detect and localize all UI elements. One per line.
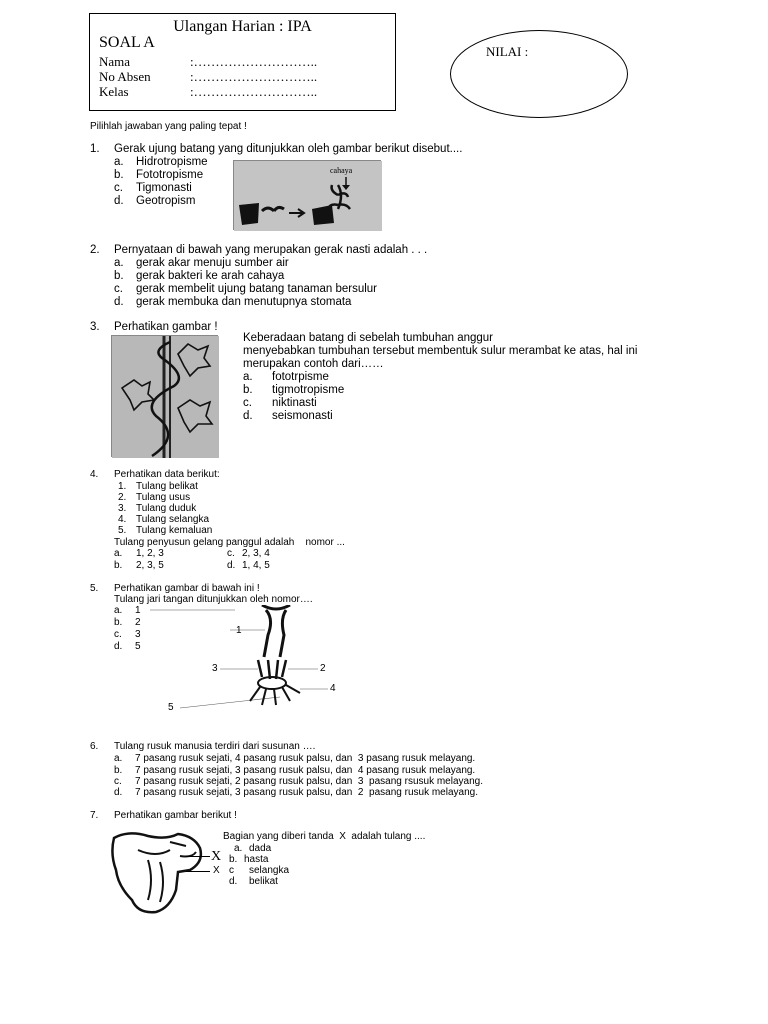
- q3-text: Perhatikan gambar !: [114, 321, 218, 333]
- q5-opt-d[interactable]: 5: [135, 641, 141, 652]
- q5-label-5: 5: [168, 702, 174, 713]
- q2-opt-a-letter: a.: [114, 257, 124, 269]
- q5-label-4: 4: [330, 683, 336, 694]
- q1-opt-b-letter: b.: [114, 169, 124, 181]
- q3-opt-b-letter: b.: [243, 384, 253, 396]
- q7-opt-c-letter: c: [229, 865, 234, 876]
- q3-body-line-3: merupakan contoh dari……: [243, 358, 384, 370]
- q2-opt-d-letter: d.: [114, 296, 124, 308]
- q1-opt-b[interactable]: Fototropisme: [136, 169, 204, 181]
- q3-opt-d-letter: d.: [243, 410, 253, 422]
- q4-list-5: Tulang kemaluan: [136, 525, 213, 536]
- q2-text: Pernyataan di bawah yang merupakan gerak nasti adalah . . .: [114, 244, 428, 256]
- q1-text: Gerak ujung batang yang ditunjukkan oleh gambar berikut disebut....: [114, 143, 463, 155]
- q4-list-1: Tulang belikat: [136, 481, 198, 492]
- q3-opt-c-letter: c.: [243, 397, 252, 409]
- q6-opt-b-letter: b.: [114, 765, 123, 776]
- q6-text: Tulang rusuk manusia terdiri dari susunan ….: [114, 741, 316, 752]
- q3-body-line-2: menyebabkan tumbuhan tersebut membentuk sulur merambat ke atas, hal ini: [243, 345, 638, 357]
- q4-list-3-n: 3.: [118, 503, 127, 514]
- q2-opt-c[interactable]: gerak membelit ujung batang tanaman bersulur: [136, 283, 378, 295]
- q3-opt-a[interactable]: fototrpisme: [272, 371, 329, 383]
- q6-opt-a[interactable]: 7 pasang rusuk sejati, 4 pasang rusuk palsu, dan 3 pasang rusuk melayang.: [135, 753, 476, 764]
- q4-list-5-n: 5.: [118, 525, 127, 536]
- header-box: [89, 13, 396, 111]
- q5-opt-b[interactable]: 2: [135, 617, 141, 628]
- plant-phototropism-icon: [234, 161, 382, 231]
- field-dots-absen[interactable]: :………………………..: [190, 69, 318, 84]
- q7-opt-a-letter: a.: [234, 843, 243, 854]
- q7-pointer-line-2: [186, 871, 210, 872]
- q5-number: 5.: [90, 583, 99, 594]
- q4-opt-a-letter: a.: [114, 548, 123, 559]
- q3-opt-a-letter: a.: [243, 371, 253, 383]
- field-label-kelas: Kelas: [99, 84, 129, 99]
- q7-pointer-line-1: [186, 856, 210, 857]
- q5-label-1: 1: [236, 625, 242, 636]
- q2-number: 2.: [90, 244, 100, 256]
- q3-vine-image: [111, 335, 218, 457]
- q5-opt-c[interactable]: 3: [135, 629, 141, 640]
- q7-opt-d[interactable]: belikat: [249, 876, 278, 887]
- q1-plant-image: [233, 160, 381, 230]
- field-label-nama: Nama: [99, 54, 131, 69]
- q2-opt-b[interactable]: gerak bakteri ke arah cahaya: [136, 270, 285, 282]
- q4-list-1-n: 1.: [118, 481, 127, 492]
- q4-stem: Tulang penyusun gelang panggul adalah nomor ...: [114, 537, 345, 548]
- q1-opt-a[interactable]: Hidrotropisme: [136, 156, 208, 168]
- q3-body-line-1: Keberadaan batang di sebelah tumbuhan anggur: [243, 332, 494, 344]
- q5-opt-d-letter: d.: [114, 641, 123, 652]
- field-label-absen: No Absen: [99, 69, 151, 84]
- q6-opt-a-letter: a.: [114, 753, 123, 764]
- q3-opt-d[interactable]: seismonasti: [272, 410, 333, 422]
- grape-vine-icon: [112, 336, 219, 458]
- q7-marker-big: X: [211, 849, 222, 864]
- q5-label-3: 3: [212, 663, 218, 674]
- q4-opt-a[interactable]: 1, 2, 3: [136, 548, 164, 559]
- q6-number: 6.: [90, 741, 99, 752]
- q7-opt-d-letter: d.: [229, 876, 238, 887]
- q1-opt-d[interactable]: Geotropism: [136, 195, 196, 207]
- q7-stem: Bagian yang diberi tanda X adalah tulang ....: [223, 831, 426, 842]
- q5-opt-a-letter: a.: [114, 605, 123, 616]
- q4-list-4: Tulang selangka: [136, 514, 210, 525]
- q1-opt-c-letter: c.: [114, 182, 123, 194]
- q6-opt-d-letter: d.: [114, 787, 123, 798]
- nilai-oval: [450, 30, 628, 118]
- field-dots-nama[interactable]: :………………………..: [190, 54, 318, 69]
- q5-opt-c-letter: c.: [114, 629, 122, 640]
- q1-opt-d-letter: d.: [114, 195, 124, 207]
- exam-title: Ulangan Harian : IPA: [173, 18, 312, 35]
- q7-opt-b[interactable]: hasta: [244, 854, 269, 865]
- q4-opt-d-letter: d.: [227, 560, 236, 571]
- q7-opt-a[interactable]: dada: [249, 843, 272, 854]
- q4-opt-b[interactable]: 2, 3, 5: [136, 560, 164, 571]
- q7-opt-b-letter: b.: [229, 854, 238, 865]
- q2-opt-d[interactable]: gerak membuka dan menutupnya stomata: [136, 296, 352, 308]
- shoulder-bone-icon: [108, 830, 208, 915]
- q5-text: Perhatikan gambar di bawah ini !: [114, 583, 260, 594]
- q7-marker-small: X: [213, 865, 220, 876]
- q1-image-label: cahaya: [330, 166, 353, 175]
- q2-opt-a[interactable]: gerak akar menuju sumber air: [136, 257, 289, 269]
- exam-soal: SOAL A: [99, 34, 155, 51]
- q6-opt-c[interactable]: 7 pasang rusuk sejati, 2 pasang rusuk palsu, dan 3 pasang rsusuk melayang.: [135, 776, 483, 787]
- q4-text: Perhatikan data berikut:: [114, 469, 220, 480]
- q6-opt-b[interactable]: 7 pasang rusuk sejati, 3 pasang rusuk palsu, dan 4 pasang rusuk melayang.: [135, 765, 476, 776]
- nilai-label: NILAI :: [486, 44, 529, 59]
- q3-number: 3.: [90, 321, 100, 333]
- q6-opt-c-letter: c.: [114, 776, 122, 787]
- q2-opt-b-letter: b.: [114, 270, 124, 282]
- q7-opt-c[interactable]: selangka: [249, 865, 290, 876]
- q7-number: 7.: [90, 810, 99, 821]
- q4-opt-b-letter: b.: [114, 560, 123, 571]
- q4-list-3: Tulang duduk: [136, 503, 197, 514]
- q7-shoulder-image: [108, 830, 208, 915]
- q4-list-2-n: 2.: [118, 492, 127, 503]
- q5-hand-image: [150, 605, 385, 715]
- q4-list-4-n: 4.: [118, 514, 127, 525]
- q5-opt-b-letter: b.: [114, 617, 123, 628]
- q1-opt-c[interactable]: Tigmonasti: [136, 182, 192, 194]
- instruction: Pilihlah jawaban yang paling tepat !: [90, 121, 247, 132]
- q1-opt-a-letter: a.: [114, 156, 124, 168]
- q7-text: Perhatikan gambar berikut !: [114, 810, 237, 821]
- q5-label-2: 2: [320, 663, 326, 674]
- arm-hand-bones-icon: [150, 605, 385, 715]
- q4-list-2: Tulang usus: [136, 492, 191, 503]
- q4-opt-d[interactable]: 1, 4, 5: [242, 560, 270, 571]
- q5-opt-a[interactable]: 1: [135, 605, 141, 616]
- q4-opt-c-letter: c.: [227, 548, 235, 559]
- field-dots-kelas[interactable]: :………………………..: [190, 84, 318, 99]
- q4-opt-c[interactable]: 2, 3, 4: [242, 548, 270, 559]
- q5-stem: Tulang jari tangan ditunjukkan oleh nomor….: [114, 594, 313, 605]
- q4-number: 4.: [90, 469, 99, 480]
- q6-opt-d[interactable]: 7 pasang rusuk sejati, 3 pasang rusuk palsu, dan 2 pasang rusuk melayang.: [135, 787, 478, 798]
- q2-opt-c-letter: c.: [114, 283, 123, 295]
- q3-opt-b[interactable]: tigmotropisme: [272, 384, 345, 396]
- q3-opt-c[interactable]: niktinasti: [272, 397, 317, 409]
- q1-number: 1.: [90, 143, 100, 155]
